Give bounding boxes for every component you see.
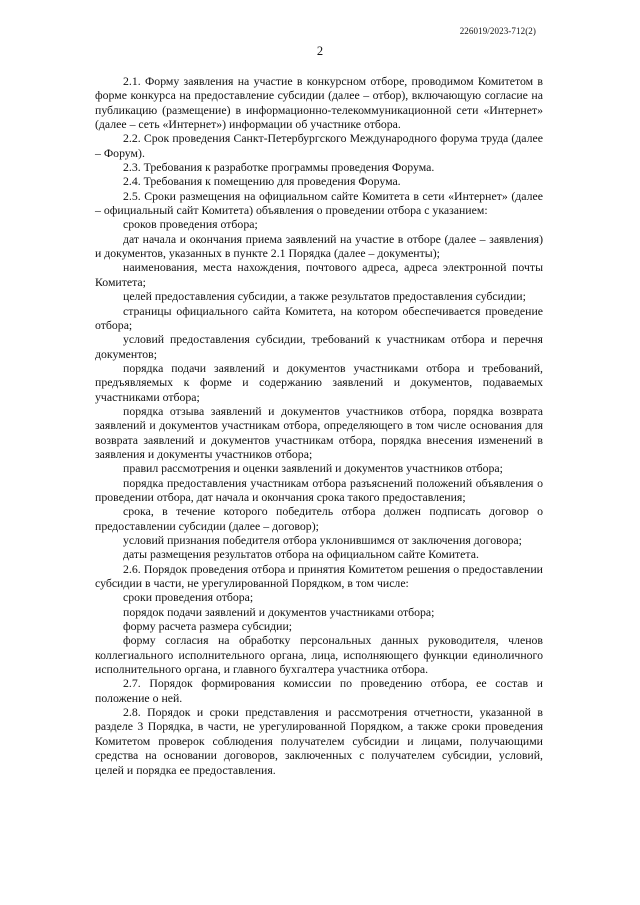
paragraph: даты размещения результатов отбора на официальном сайте Комитета. <box>123 547 479 562</box>
paragraph: 2.5. Сроки размещения на официальном сайте Комитета в сети «Интернет» (далее – официальный сайт Комитета) объявления о проведении отбора с указанием: <box>95 188 543 218</box>
paragraph: 2.2. Срок проведения Санкт-Петербургского Международного форума труда (далее – Форум). <box>95 131 543 160</box>
paragraph: условий признания победителя отбора уклонившимся от заключения договора; <box>123 533 522 547</box>
paragraph: 2.3. Требования к разработке программы проведения Форума. <box>123 160 435 175</box>
paragraph: порядка отзыва заявлений и документов участников отбора, порядка возврата заявлений и документов участникам отбора, определяющего в том числе основания для возврата заявлений и документов участникам отбора, порядка внесения изменений в заявления и документы участников отбора; <box>95 403 543 461</box>
paragraph: порядка подачи заявлений и документов участниками отбора и требований, предъявляемых к форме и содержанию заявлений и документов, подаваемых участниками отбора; <box>95 360 543 404</box>
paragraph: срока, в течение которого победитель отбора должен подписать договор о предоставлении субсидии (далее – договор); <box>95 504 543 533</box>
paragraph: наименования, места нахождения, почтового адреса, адреса электронной почты Комитета; <box>95 260 543 289</box>
paragraph: целей предоставления субсидии, а также результатов предоставления субсидии; <box>123 289 526 304</box>
paragraph: 2.1. Форму заявления на участие в конкурсном отборе, проводимом Комитетом в форме конкурса на предоставление субсидии (далее – отбор), включающую согласие на публикацию (размещение) в информационно-телекоммуникационной сети «Интернет» (далее – сеть «Интернет») информации об участнике отбора. <box>95 74 543 132</box>
paragraph: сроки проведения отбора; <box>123 590 254 605</box>
paragraph: форму согласия на обработку персональных данных руководителя, членов коллегиального исполнительного органа, лица, исполняющего функции единоличного исполнительного органа, и главного бухгалтера участника отбора. <box>95 633 543 677</box>
paragraph: форму расчета размера субсидии; <box>123 619 293 634</box>
paragraph: порядка предоставления участникам отбора разъяснений положений объявления о проведении отбора, дат начала и окончания срока такого предоставления; <box>95 475 543 504</box>
paragraph: 2.8. Порядок и сроки представления и рассмотрения отчетности, указанной в разделе 3 Порядка, в части, не урегулированной Порядком, а также сроки проведения Комитетом проверок соблюдения получателем субсидии и лицами, получающими средства на основании договоров, заключенных с получателем субсидии, условий, целей и порядка ее предоставления. <box>95 705 543 777</box>
paragraph: дат начала и окончания приема заявлений на участие в отборе (далее – заявления) и документов, указанных в пункте 2.1 Порядка (далее – документы); <box>95 231 543 261</box>
paragraph: сроков проведения отбора; <box>123 217 258 232</box>
paragraph: порядок подачи заявлений и документов участниками отбора; <box>123 604 435 619</box>
paragraph: 2.4. Требования к помещению для проведения Форума. <box>123 174 401 189</box>
paragraph: условий предоставления субсидии, требований к участникам отбора и перечня документов; <box>95 332 543 361</box>
paragraph: 2.6. Порядок проведения отбора и принятия Комитетом решения о предоставлении субсидии в части, не урегулированной Порядком, в том числе: <box>95 561 543 591</box>
paragraph: 2.7. Порядок формирования комиссии по проведению отбора, ее состав и положение о ней. <box>95 676 543 705</box>
paragraph: правил рассмотрения и оценки заявлений и документов участников отбора; <box>123 461 503 476</box>
paragraph: страницы официального сайта Комитета, на котором обеспечивается проведение отбора; <box>95 303 543 332</box>
page-number: 2 <box>316 44 324 58</box>
document-body <box>95 74 543 777</box>
document-id: 226019/2023-712(2) <box>459 26 536 36</box>
